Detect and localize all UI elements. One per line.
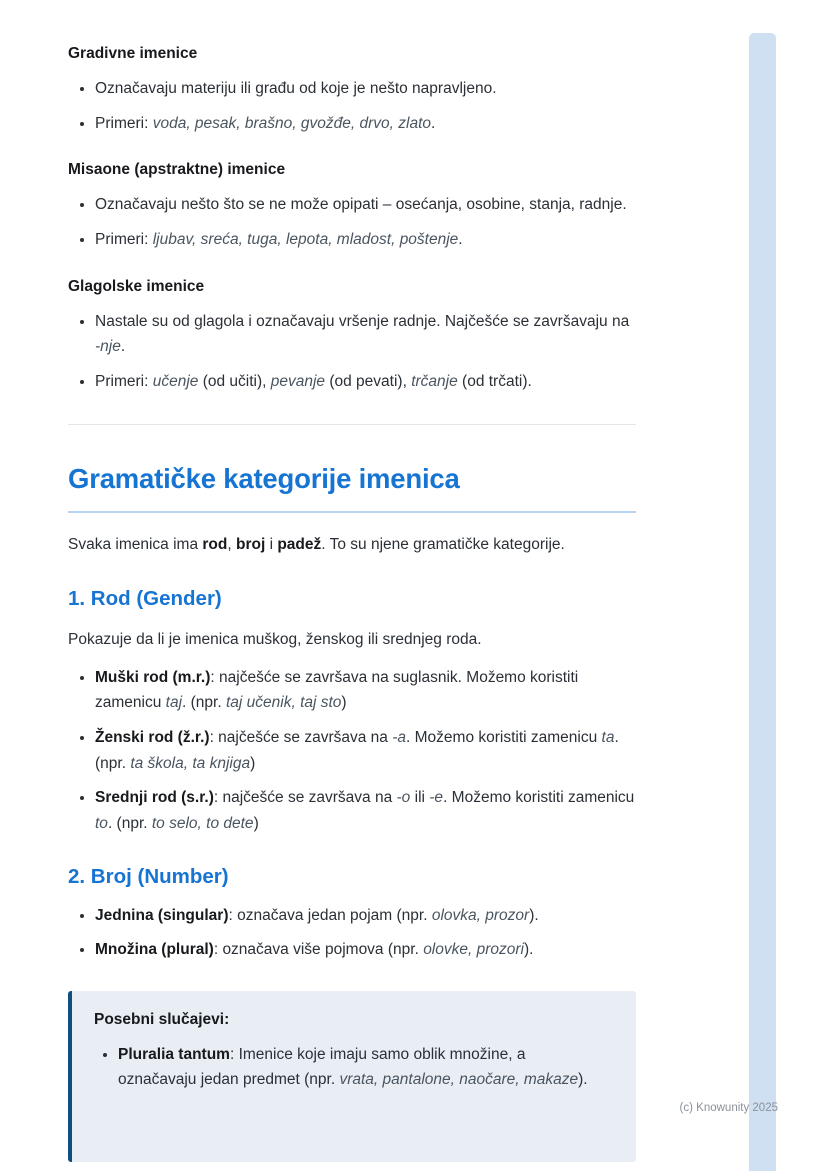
bullet-list-gradivne	[68, 76, 636, 136]
subsection-heading-rod: 1. Rod (Gender)	[68, 586, 222, 610]
callout-box	[68, 991, 636, 1162]
callout-title: Posebni slučajevi:	[94, 1011, 230, 1029]
section-heading-glagolske: Glagolske imenice	[68, 277, 205, 295]
section-heading-misaone: Misaone (apstraktne) imenice	[68, 161, 286, 179]
subsection-heading-broj: 2. Broj (Number)	[68, 865, 229, 889]
list-item: • Srednji rod (s.r.): najčešće se završava na -o ili -e. Možemo koristiti zamenicu to. (npr. to selo, to dete)	[95, 785, 636, 836]
section-heading-gradivne: Gradivne imenice	[68, 45, 198, 62]
list-item: • Primeri: voda, pesak, brašno, gvožđe, drvo, zlato.	[95, 111, 636, 137]
list-item: • Jednina (singular): označava jedan pojam (npr. olovka, prozor).	[95, 903, 636, 929]
page-title: Gramatičke kategorije imenica	[68, 461, 636, 513]
bullet-list-broj	[68, 903, 636, 963]
document-content	[68, 0, 636, 1162]
list-item: • Pluralia tantum: Imenice koje imaju samo oblik množine, a označavaju jedan predmet (npr. vrata, pantalone, naočare, makaze).	[118, 1042, 598, 1093]
watermark: (c) Knowunity 2025	[679, 1102, 778, 1114]
bullet-list-rod	[68, 665, 636, 836]
list-item: • Množina (plural): označava više pojmova (npr. olovke, prozori).	[95, 937, 636, 963]
intro-paragraph: Svaka imenica ima rod, broj i padež. To su njene gramatičke kategorije.	[68, 536, 565, 554]
bullet-list-misaone	[68, 192, 636, 252]
list-item: • Označavaju nešto što se ne može opipati – osećanja, osobine, stanja, radnje.	[95, 192, 636, 218]
callout-bullet-list	[94, 1042, 598, 1093]
list-item: • Primeri: ljubav, sreća, tuga, lepota, mladost, poštenje.	[95, 227, 636, 253]
list-item: • Muški rod (m.r.): najčešće se završava na suglasnik. Možemo koristiti zamenicu taj. (npr. taj učenik, taj sto)	[95, 665, 636, 716]
bullet-list-glagolske	[68, 309, 636, 395]
rod-lead-paragraph: Pokazuje da li je imenica muškog, ženskog ili srednjeg roda.	[68, 631, 482, 649]
list-item: • Ženski rod (ž.r.): najčešće se završava na -a. Možemo koristiti zamenicu ta. (npr. ta škola, ta knjiga)	[95, 725, 636, 776]
side-stripe	[749, 33, 776, 1171]
section-divider	[68, 424, 636, 425]
list-item: • Nastale su od glagola i označavaju vršenje radnje. Najčešće se završavaju na -nje.	[95, 309, 636, 360]
list-item: • Primeri: učenje (od učiti), pevanje (od pevati), trčanje (od trčati).	[95, 369, 636, 395]
list-item: • Označavaju materiju ili građu od koje je nešto napravljeno.	[95, 76, 636, 102]
